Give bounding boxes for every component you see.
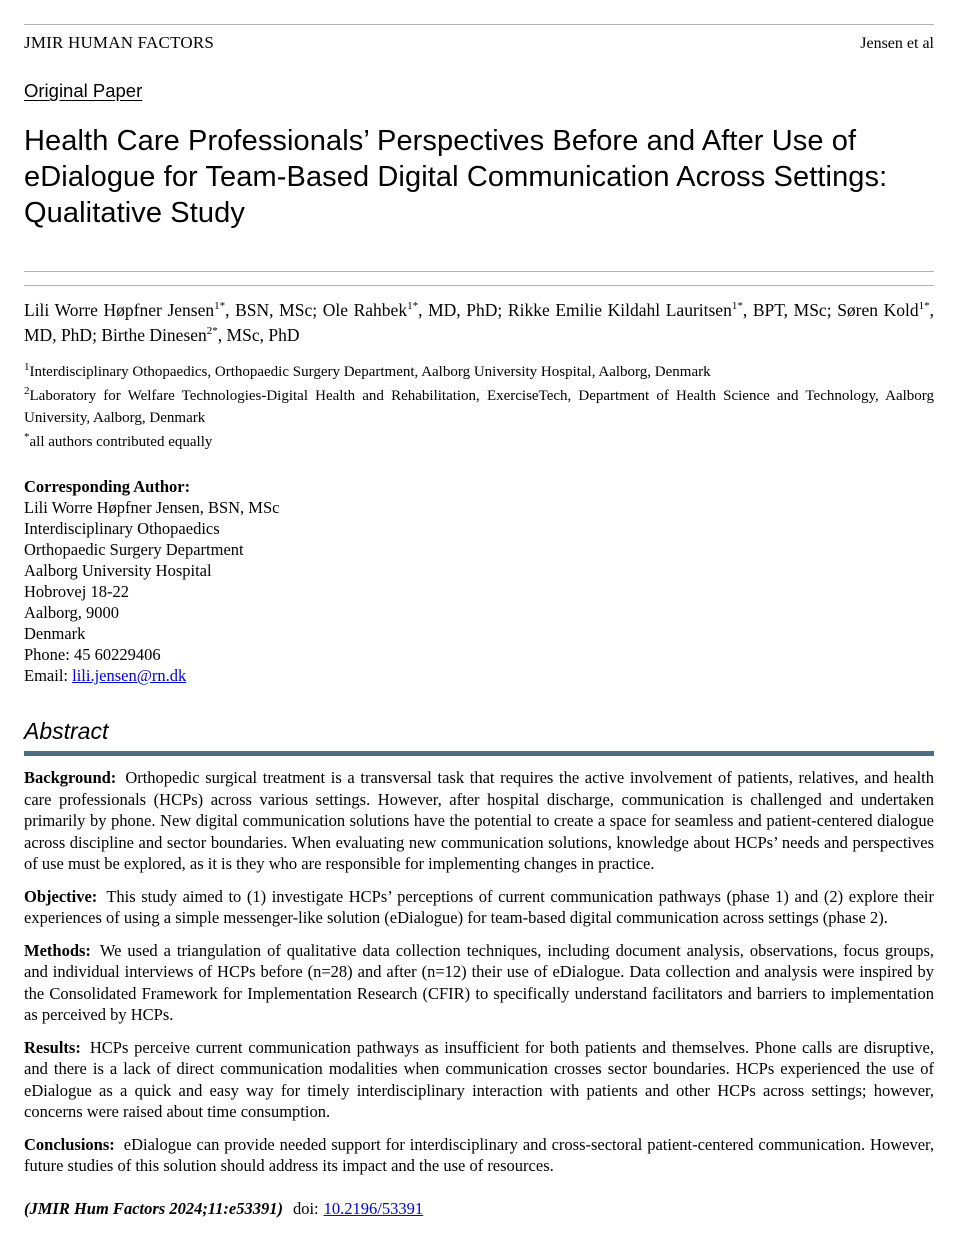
- affiliation-marker: *: [24, 431, 30, 443]
- corresponding-author-institution: Aalborg University Hospital: [24, 561, 212, 580]
- author-degrees: , MD, PhD;: [418, 300, 508, 320]
- author-divider-bottom: [24, 285, 934, 286]
- author-list: [24, 298, 934, 348]
- citation-reference: (JMIR Hum Factors 2024;11:e53391): [24, 1198, 283, 1218]
- abstract-objective: [24, 886, 934, 929]
- abstract-conclusions: [24, 1134, 934, 1177]
- paragraph-text: Orthopedic surgical treatment is a transversal task that requires the active involvement of patients, relatives, and health care professionals (HCPs) across various settings. However, after hospital discharge, communication is challenged and undertaken primarily by phone. New digital communication solutions have the potential to create a space for seamless and patient-centered dialogue across discipline and sector boundaries. When evaluating new communication solutions, knowledge about HCPs’ needs and perspectives of use must be explored, as it is they who are responsible for implementing changes in practice.: [24, 768, 934, 873]
- author-affil-marker: 2*: [206, 325, 218, 338]
- corresponding-author-phone: Phone: 45 60229406: [24, 645, 161, 664]
- running-header: [24, 33, 934, 53]
- affiliation-2: [24, 385, 934, 429]
- doi-link[interactable]: 10.2196/53391: [323, 1198, 424, 1218]
- author-affil-marker: 1*: [214, 300, 226, 313]
- affiliation-text: all authors contributed equally: [29, 434, 213, 450]
- corresponding-author-block: [24, 476, 934, 686]
- author: [101, 325, 299, 345]
- corresponding-author-email-line: [24, 665, 934, 686]
- author-degrees: , BPT, MSc;: [742, 300, 838, 320]
- paragraph-label: Conclusions:: [24, 1134, 115, 1154]
- author-degrees: , BSN, MSc;: [225, 300, 323, 320]
- paragraph-label: Background:: [24, 768, 117, 787]
- author-name: Søren Kold: [837, 300, 919, 320]
- author-affil-marker: 1*: [731, 300, 743, 313]
- paragraph-label: Methods:: [24, 940, 91, 960]
- author-affil-marker: 1*: [918, 300, 930, 313]
- author-name: Lili Worre Høpfner Jensen: [24, 300, 215, 320]
- corresponding-author-dept: Interdisciplinary Othopaedics: [24, 519, 220, 538]
- paragraph-label: Results:: [24, 1037, 81, 1057]
- corresponding-author-street: Hobrovej 18-22: [24, 582, 129, 601]
- author-name: Ole Rahbek: [322, 300, 408, 320]
- section-label: Original Paper: [24, 80, 143, 101]
- paper-page: [0, 24, 958, 1219]
- author: [323, 300, 508, 320]
- abstract-rule: [24, 751, 934, 756]
- corresponding-author-city: Aalborg, 9000: [24, 603, 120, 622]
- paragraph-label: Objective:: [24, 886, 98, 906]
- corresponding-author-country: Denmark: [24, 624, 86, 643]
- email-label: Email:: [24, 666, 73, 685]
- paragraph-text: eDialogue can provide needed support for interdisciplinary and cross-sectoral patient-centered communication. However, future studies of this solution should address its impact and the use of resources.: [24, 1134, 934, 1175]
- author-divider-top: [24, 271, 934, 272]
- affiliation-list: [24, 361, 934, 453]
- corresponding-author-name: Lili Worre Høpfner Jensen, BSN, MSc: [24, 498, 280, 517]
- email-link[interactable]: lili.jensen@rn.dk: [72, 666, 187, 685]
- citation-line: [24, 1198, 934, 1219]
- paragraph-text: We used a triangulation of qualitative data collection techniques, including document analysis, observations, focus groups, and individual interviews of HCPs before (n=28) and after (n=12) their use of eDialogue. Data collection and analysis were inspired by the Consolidated Framework for Implementation Research (CFIR) to specifically understand facilitators and barriers to implementation as perceived by HCPs.: [24, 940, 934, 1024]
- abstract-methods: [24, 940, 934, 1026]
- abstract-results: [24, 1037, 934, 1123]
- running-authors: Jensen et al: [860, 35, 934, 52]
- author-degrees: , MSc, PhD: [217, 325, 300, 345]
- affiliation-text: Interdisciplinary Othopaedics, Orthopaedic Surgery Department, Aalborg University Hospital, Aalborg, Denmark: [29, 364, 711, 380]
- affiliation-marker: 1: [24, 361, 30, 373]
- paragraph-text: This study aimed to (1) investigate HCPs’ perceptions of current communication pathways (phase 1) and (2) explore their experiences of using a simple messenger-like solution (eDialogue) for team-based digital communication across settings (phase 2).: [24, 886, 934, 927]
- journal-name: JMIR HUMAN FACTORS: [24, 33, 215, 52]
- affiliation-marker: 2: [24, 385, 30, 397]
- paper-title: Health Care Professionals’ Perspectives Before and After Use of eDialogue for Team-Based Digital Communication Across Settings: Qualitative Study: [24, 125, 888, 229]
- author-affil-marker: 1*: [407, 300, 419, 313]
- abstract-heading: Abstract: [24, 718, 109, 744]
- top-divider: [24, 24, 934, 25]
- author-name: Birthe Dinesen: [101, 325, 207, 345]
- abstract-background: [24, 767, 934, 875]
- paragraph-text: HCPs perceive current communication pathways as insufficient for both patients and themselves. Phone calls are disruptive, and there is a lack of direct communication modalities when communication crosses sector boundaries. HCPs experienced the use of eDialogue as a quick and easy way for timely interdisciplinary interaction with patients and other HCPs across settings; however, concerns were raised about time consumption.: [24, 1037, 934, 1121]
- doi-label: doi:: [292, 1198, 319, 1218]
- corresponding-author-heading: Corresponding Author:: [24, 477, 191, 496]
- author: [24, 300, 323, 320]
- author-degrees: , MD, PhD;: [24, 300, 935, 345]
- affiliation-1: [24, 361, 934, 383]
- affiliation-text: Laboratory for Welfare Technologies-Digital Health and Rehabilitation, ExerciseTech, Department of Health Science and Technology, Aalborg University, Aalborg, Denmark: [24, 388, 934, 426]
- author-name: Rikke Emilie Kildahl Lauritsen: [507, 300, 732, 320]
- equal-contribution-note: [24, 431, 934, 453]
- author: [508, 300, 837, 320]
- corresponding-author-dept2: Orthopaedic Surgery Department: [24, 540, 244, 559]
